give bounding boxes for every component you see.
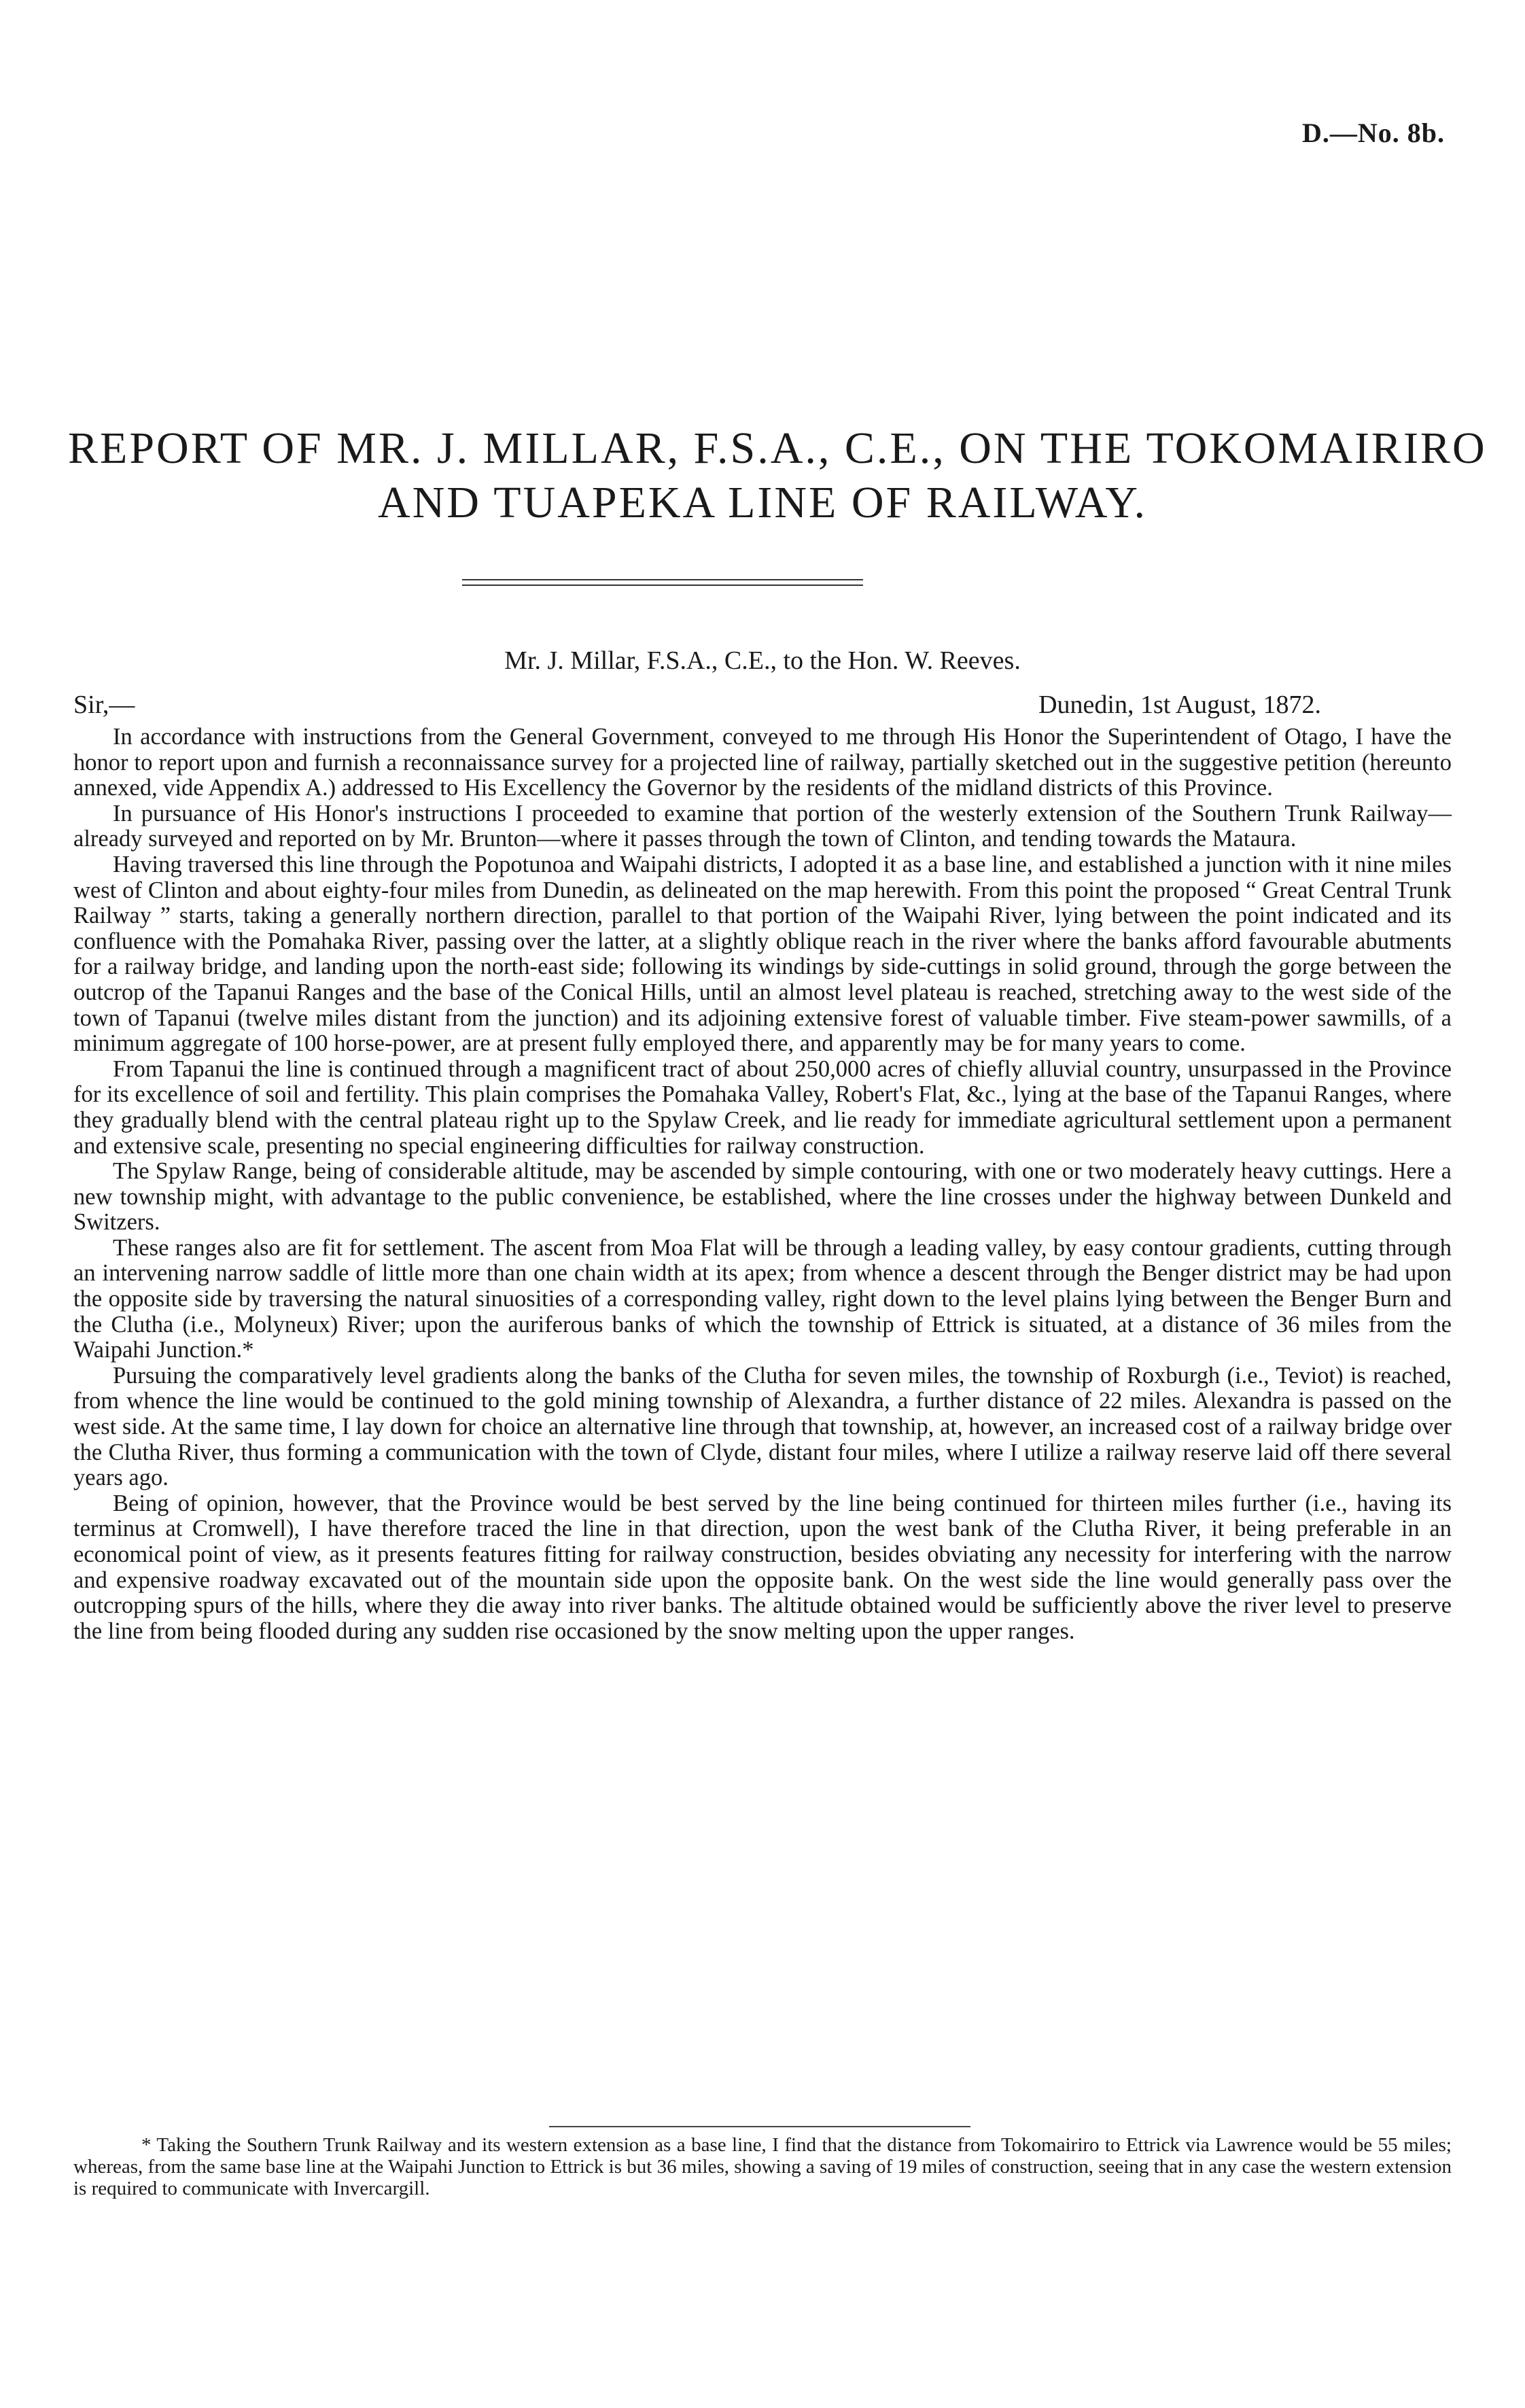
paragraph: Being of opinion, however, that the Province would be best served by the line being continued for thirteen miles further (i.e., having its terminus at Cromwell), I have therefore traced the line in that direction, upon the west bank of the Clutha River, it being preferable in an economical point of view, as it presents features fitting for railway construction, besides obviating any necessity for interfering with the narrow and expensive roadway excavated out of the mountain side upon the opposite bank. On the west side the line would generally pass over the outcropping spurs of the hills, where they die away into river banks. The altitude obtained would be sufficiently above the river level to preserve the line from being flooded during any sudden rise occasioned by the snow melting upon the upper ranges.: [73, 1490, 1452, 1644]
report-title-line-1: REPORT OF MR. J. MILLAR, F.S.A., C.E., ON THE TOKOMAIRIRO: [68, 423, 1487, 473]
title-divider-top: [462, 579, 863, 580]
paragraph: The Spylaw Range, being of considerable altitude, may be ascended by simple contouring, with one or two moderately heavy cuttings. Here a new township might, with advantage to the public convenience, be established, where the line crosses under the highway between Dunkeld and Switzers.: [73, 1158, 1452, 1236]
footnote: * Taking the Southern Trunk Railway and its western extension as a base line, I find that the distance from Tokomairiro to Ettrick via Lawrence would be 55 miles; whereas, from the same base line at the Waipahi Junction to Ettrick is but 36 miles, showing a saving of 19 miles of construction, seeing that in any case the western extension is required to communicate with Invercargill.: [73, 2134, 1452, 2199]
footnote-divider: [549, 2126, 970, 2127]
paragraph: Pursuing the comparatively level gradients along the banks of the Clutha for seven miles, the township of Roxburgh (i.e., Teviot) is reached, from whence the line would be continued to the gold mining township of Alexandra, a further distance of 22 miles. Alexandra is passed on the west side. At the same time, I lay down for choice an alternative line through that township, at, however, an increased cost of a railway bridge over the Clutha River, thus forming a communication with the town of Clyde, distant four miles, where I utilize a railway reserve laid off there several years ago.: [73, 1362, 1452, 1491]
page-reference: D.—No. 8b.: [1301, 118, 1445, 148]
letter-address-line: Mr. J. Millar, F.S.A., C.E., to the Hon. W. Reeves.: [504, 646, 1021, 675]
letter-dateline: Dunedin, 1st August, 1872.: [1038, 691, 1321, 719]
paragraph: From Tapanui the line is continued through a magnificent tract of about 250,000 acres of chiefly alluvial country, unsurpassed in the Province for its excellence of soil and fertility. This plain comprises the Pomahaka Valley, Robert's Flat, &c., lying at the base of the Tapanui Ranges, where they gradually blend with the central plateau right up to the Spylaw Creek, and lie ready for immediate agricultural settlement upon a permanent and extensive scale, presenting no special engineering difficulties for railway construction.: [73, 1055, 1452, 1159]
letter-salutation: Sir,—: [73, 691, 135, 719]
title-divider-bottom: [462, 584, 863, 586]
paragraph: These ranges also are fit for settlement. The ascent from Moa Flat will be through a leading valley, by easy contour gradients, cutting through an intervening narrow saddle of little more than one chain width at its apex; from whence a descent through the Benger district may be had upon the opposite side by traversing the natural sinuosities of a corresponding valley, right down to the level plains lying between the Benger Burn and the Clutha (i.e., Molyneux) River; upon the auriferous banks of which the township of Ettrick is situated, at a distance of 36 miles from the Waipahi Junction.*: [73, 1234, 1452, 1363]
paragraph: In pursuance of His Honor's instructions I proceeded to examine that portion of the westerly extension of the Southern Trunk Railway—already surveyed and reported on by Mr. Brunton—where it passes through the town of Clinton, and tending towards the Mataura.: [73, 800, 1452, 852]
report-title-line-2: AND TUAPEKA LINE OF RAILWAY.: [377, 478, 1148, 527]
letter-body: [73, 725, 1452, 1644]
paragraph: In accordance with instructions from the General Government, conveyed to me through His Honor the Superintendent of Otago, I have the honor to report upon and furnish a reconnaissance survey for a projected line of railway, partially sketched out in the suggestive petition (hereunto annexed, vide Appendix A.) addressed to His Excellency the Governor by the residents of the midland districts of this Province.: [73, 724, 1452, 801]
paragraph: Having traversed this line through the Popotunoa and Waipahi districts, I adopted it as a base line, and established a junction with it nine miles west of Clinton and about eighty-four miles from Dunedin, as delineated on the map herewith. From this point the proposed “ Great Central Trunk Railway ” starts, taking a generally northern direction, parallel to that portion of the Waipahi River, lying between the point indicated and its confluence with the Pomahaka River, passing over the latter, at a slightly oblique reach in the river where the banks afford favourable abutments for a railway bridge, and landing upon the north-east side; following its windings by side-cuttings in solid ground, through the gorge between the outcrop of the Tapanui Ranges and the base of the Conical Hills, until an almost level plateau is reached, stretching away to the west side of the town of Tapanui (twelve miles distant from the junction) and its adjoining extensive forest of valuable timber. Five steam-power sawmills, of a minimum aggregate of 100 horse-power, are at present fully employed there, and apparently may be for many years to come.: [73, 851, 1452, 1057]
report-title: [68, 421, 1487, 530]
